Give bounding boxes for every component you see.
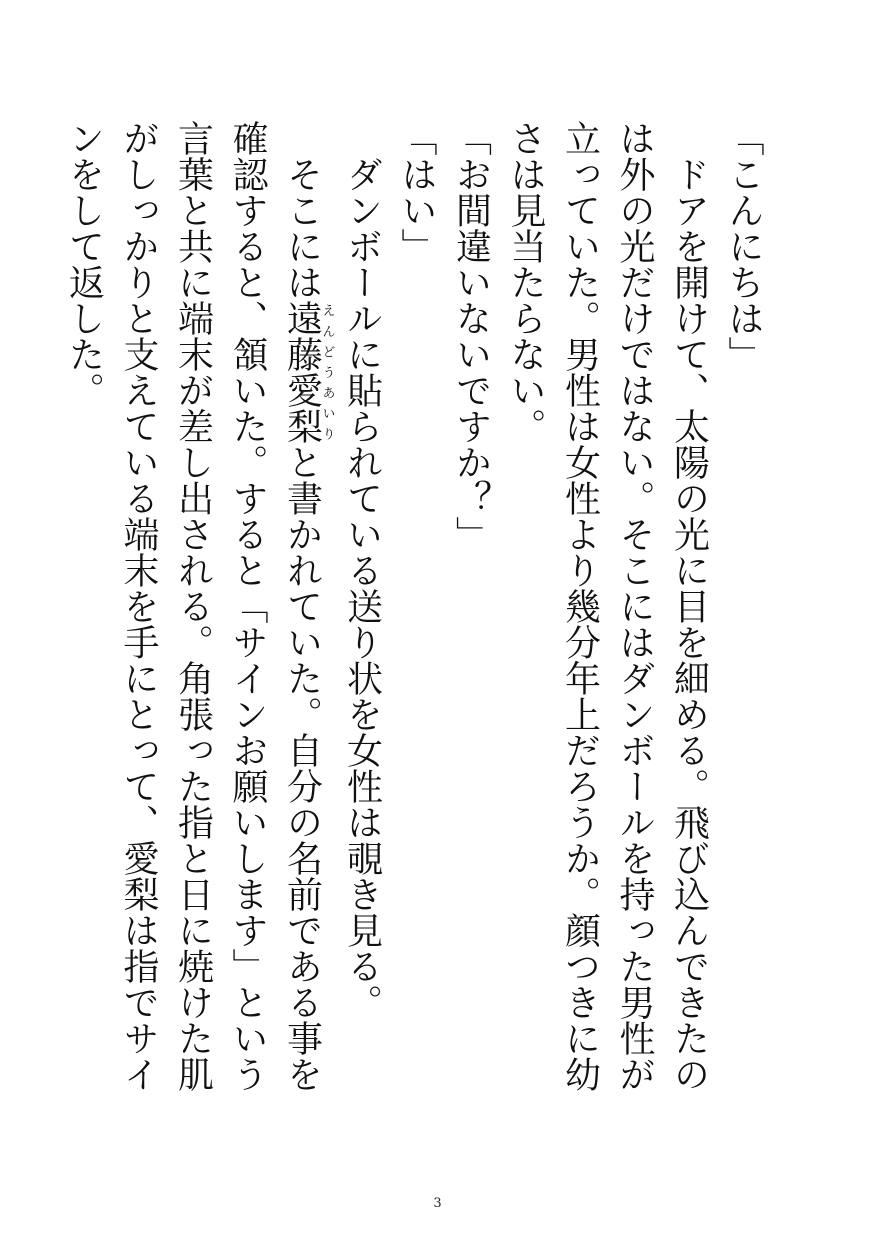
paragraph-label: ダンボールに貼られている送り状を女性は覗き見る。 bbox=[341, 156, 383, 1020]
dialogue-yes: 「はい」 bbox=[396, 120, 437, 264]
page-number: 3 bbox=[433, 1196, 442, 1211]
name-with-furigana bbox=[281, 300, 335, 444]
name-furigana: えんどうあいり bbox=[319, 300, 335, 444]
paragraph-signature-after: と書かれていた。自分の名前である事を確認すると、頷いた。すると「サインお願いします」という言葉と共に端末が差し出される。角張った指と日に焼けた肌がしっかりと支えている端末を手にとって、愛梨は指でサインをして返した。 bbox=[63, 120, 323, 1092]
body-text bbox=[56, 120, 770, 1110]
paragraph-door: ドアを開けて、太陽の光に目を細める。飛び込んできたのは外の光だけではない。そこにはダンボールを持った男性が立っていた。男性は女性より幾分年上だろうか。顔つきに幼さは見当たらない。 bbox=[505, 120, 710, 1092]
dialogue-confirm-question: 「お間違いないですか？」 bbox=[450, 120, 492, 552]
dialogue-greeting: 「こんにちは」 bbox=[723, 120, 764, 372]
name-base: 遠藤愛梨 bbox=[281, 300, 323, 444]
paragraph-signature bbox=[56, 120, 334, 1110]
paragraph-signature-before: そこには bbox=[281, 156, 323, 300]
